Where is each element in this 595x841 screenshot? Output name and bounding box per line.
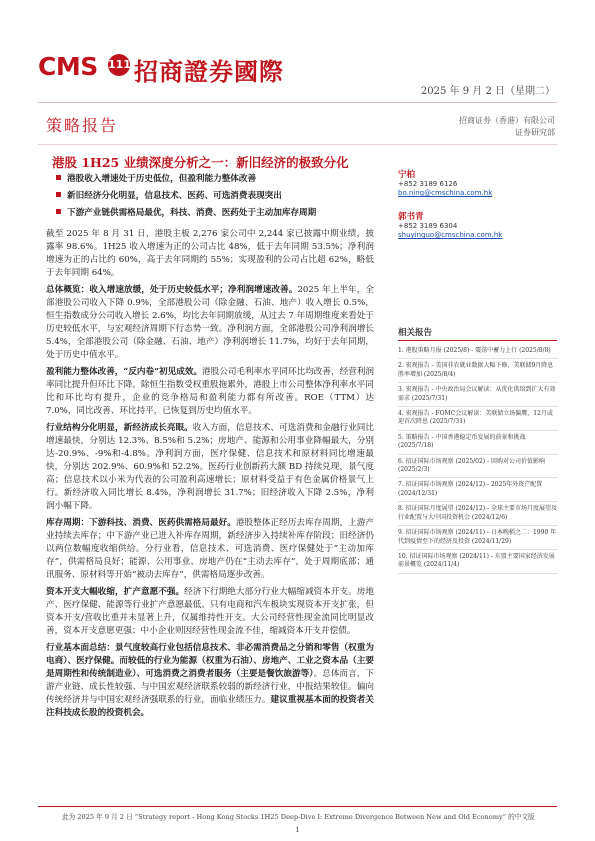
related-report-item[interactable]: 7. 招证国际市场观察 (2024/12) - 2025年外资产配置 (2024/12/31): [398, 478, 558, 502]
paragraph-lead: 资本开支大幅收缩，扩产意愿不强。: [46, 587, 185, 597]
logo-mark-icon: 111: [108, 54, 130, 76]
paragraph-lead: 总体概览：收入增速放缓，处于历史较低水平；净利润增速改善。: [46, 285, 298, 295]
body-paragraph: [46, 422, 374, 513]
body-paragraph: 截至 2025 年 8 月 31 日，港股主板 2,276 家公司中 2,244 家已披露中期业绩，披露率 98.6%。1H25 收入增速为正的公司占比 48%，低于去年同期 53.5%；净利润增速为正的占比约 60%，高于去年同期约 55%；实现盈利的公司占比超 62%，略低于去年同期 64%。: [46, 229, 374, 278]
related-reports-title: 相关报告: [398, 328, 433, 338]
key-point: [56, 172, 256, 184]
logo-chinese-name: 招商證券國際: [134, 58, 284, 86]
analyst-name: 宁柏: [398, 170, 416, 180]
body-paragraph: [46, 642, 374, 720]
analyst-card: [398, 168, 558, 198]
related-report-item[interactable]: 10. 招证国际市场观察 (2024/11) - 东盟主要国家经济发展前景概览 (2024/11/4): [398, 550, 558, 574]
related-report-item[interactable]: 9. 招证国际市场观察 (2024/11) - 日本晚稻之二：1990 年代到疫情至下的经济及投资 (2024/11/29): [398, 526, 558, 550]
page-number: 1: [295, 826, 300, 834]
paragraph-text: 港股公司毛利率水平同环比均改善，经营利润率同比提升但环比下降。除恒生指数受权重股拖累外，港股上市公司整体净利率水平同比和环比均有提升，企业的竞争格局和盈利能力都有所改善。ROE（TTM）达 7.0%，同比改善、环比持平，已恢复到历史均值水平。: [46, 367, 374, 416]
key-point: [56, 206, 316, 218]
broker-info: [459, 115, 555, 139]
related-report-item[interactable]: 6. 招证国际市场观察 (2025/02) - 回购对公司价值影响 (2025/2/3): [398, 455, 558, 479]
paragraph-lead: 库存周期：下游科技、消费、医药供需格局最好。: [46, 518, 236, 528]
report-body: [46, 228, 374, 724]
header-divider: [38, 102, 557, 103]
analyst-card: [398, 210, 558, 240]
related-report-item[interactable]: 3. 宏观报告 - 中央政治局会议解读：从优化供给到扩大有效需求 (2025/7/31): [398, 383, 558, 407]
report-title: 港股 1H25 业绩深度分析之一：新旧经济的极致分化: [52, 155, 349, 170]
broker-name: 招商证券（香港）有限公司: [459, 116, 555, 125]
analyst-phone: +852 3189 6304: [398, 222, 458, 230]
related-report-item[interactable]: 2. 宏观报告 - 美国非农就业数据大幅下修，美联储9月降息胜率增加 (2025/8/4): [398, 359, 558, 383]
analyst-email-link[interactable]: bo.ning@cmschina.com.hk: [398, 189, 493, 197]
related-report-item[interactable]: 1. 港股策略月报 (2025/8) - 震荡中蓄力上行 (2025/8/8): [398, 344, 558, 359]
key-point-text: 新旧经济分化明显，信息技术、医药、可选消费表现突出: [67, 191, 282, 201]
body-paragraph: [46, 366, 374, 418]
analyst-phone: +852 3189 6126: [398, 180, 458, 188]
analyst-name: 郭书青: [398, 212, 424, 222]
paragraph-text: 港股整体正经历去库存周期，上游产业持续去库存；中下游产业已进入补库存周期，新经济步入持续补库存阶段；旧经济仍以两位数幅度收缩供给。分行业看，信息技术、可选消费、医疗保健处于“主动加库存”，供需格局良好；能源、公用事业、房地产仍在“主动去库存”，处于周期底部；通讯服务、原材料等开始“被动去库存”，供需格局逐步改善。: [46, 518, 374, 580]
paragraph-text: 。总体而言，下游产业链、成长性较强、与中国宏观经济联系较弱的新经济行业，中报结果较佳。偏向传统经济并与中国宏观经济强联系的行业，面临业绩压力。: [46, 669, 374, 705]
paragraph-lead: 行业结构分化明显，新经济成长亮眼。: [46, 423, 193, 433]
report-date: 2025 年 9 月 2 日（星期二）: [420, 86, 555, 97]
analyst-email-link[interactable]: shuyinguo@cmschina.com.hk: [398, 231, 503, 239]
related-reports-divider: [398, 340, 557, 341]
section-divider: [38, 144, 557, 145]
body-paragraph: [46, 586, 374, 638]
footer-note: 此为 2025 年 9 月 2 日 “Strategy report - Hong Kong Stocks 1H25 Deep-Dive I: Extreme Divergence Between New and Old Economy” 的中文版: [62, 813, 535, 821]
body-paragraph: [46, 284, 374, 362]
body-paragraph: [46, 517, 374, 582]
bullet-square-icon: [56, 175, 61, 180]
broker-department: 证券研究部: [515, 128, 555, 137]
related-report-item[interactable]: 4. 宏观报告 - FOMC会议解读：美联储立场偏鹰，12月或迎首次降息 (2025/7/31): [398, 407, 558, 431]
analyst-panel: [398, 168, 558, 240]
paragraph-lead: 行业基本面总结：景气度较高行业包括信息技术、非必需消费品之分销和零售（权重为电商）、医疗保健。而较低的行业为能源（权重为石油）、房地产、工业之资本品（主要是周期性和传统制造业）、可选消费之消费者服务（主要是餐饮旅游等）: [46, 643, 374, 679]
bullet-square-icon: [56, 209, 61, 214]
paragraph-text: 2025 年上半年，全部港股公司收入下降 0.9%，全部港股公司（除金融、石油、地产）收入增长 0.5%，恒生指数成分公司收入增长 2.6%，均比去年同期放缓，从过去 7 年周期维度来看处于历史较低水平，与宏观经济周期下行态势一致。净利润方面，全部港股公司净利润增长 5.4%，全部港股公司（除金融、石油、地产）净利润增长 11.7%，均好于去年同期，处于历史中值水平。: [46, 285, 374, 360]
paragraph-conclusion: 建议重视基本面的投资者关注科技成长股的投资机会。: [46, 695, 374, 718]
key-point-text: 港股收入增速处于历史低位，但盈利能力整体改善: [67, 174, 257, 184]
footer-divider: [38, 806, 557, 807]
document-type: 策略报告: [46, 116, 119, 135]
bullet-square-icon: [56, 192, 61, 197]
logo-cms: CMS: [38, 52, 98, 81]
paragraph-lead: 盈利能力整体改善，“反内卷”初见成效。: [46, 367, 203, 377]
key-point-text: 下游产业链供需格局最优，科技、消费、医药处于主动加库存周期: [67, 208, 317, 218]
paragraph-text: 收入方面，信息技术、可选消费和金融行业同比增速最快，分别达 12.3%、8.5%和 5.2%；房地产、能源和公用事业降幅最大，分别达-20.9%、-9%和-4.8%。净利润方面，医疗保健、信息技术和原材料同比增速最快，分别达 202.9%、60.9%和 52.2%。医药行业创新药大额 BD 持续兑现，景气度高；信息技术以小米为代表的公司盈利高速增长；原材料受益于有色金属价格景气上行。新经济收入同比增长 8.4%，净利润增长 31.7%；旧经济收入下降 2.5%，净利润小幅下降。: [46, 423, 374, 511]
related-report-item[interactable]: 8. 招证国际月度展望 (2024/12) - 全球主要市场月度展望及行业配置与大中国投资机会 (2024/12/6): [398, 502, 558, 526]
key-point: [56, 189, 282, 201]
related-report-item[interactable]: 5. 策略报告 - 中国香港稳定币发展的前景和挑战 (2025/7/18): [398, 431, 558, 455]
related-reports-list: [398, 344, 558, 574]
paragraph-text: 经济下行期绝大部分行业大幅缩减资本开支。房地产、医疗保健、能源等行业扩产意愿最低。只有电商和汽车板块实现资本开支扩张，但资本开支/营收比重并未显著上升，仅属维持性开支。大公司经营性现金流同比明显改善，资本开支意愿更强；中小企业则因经营性现金流不佳，缩减资本开支并偿债。: [46, 587, 374, 636]
